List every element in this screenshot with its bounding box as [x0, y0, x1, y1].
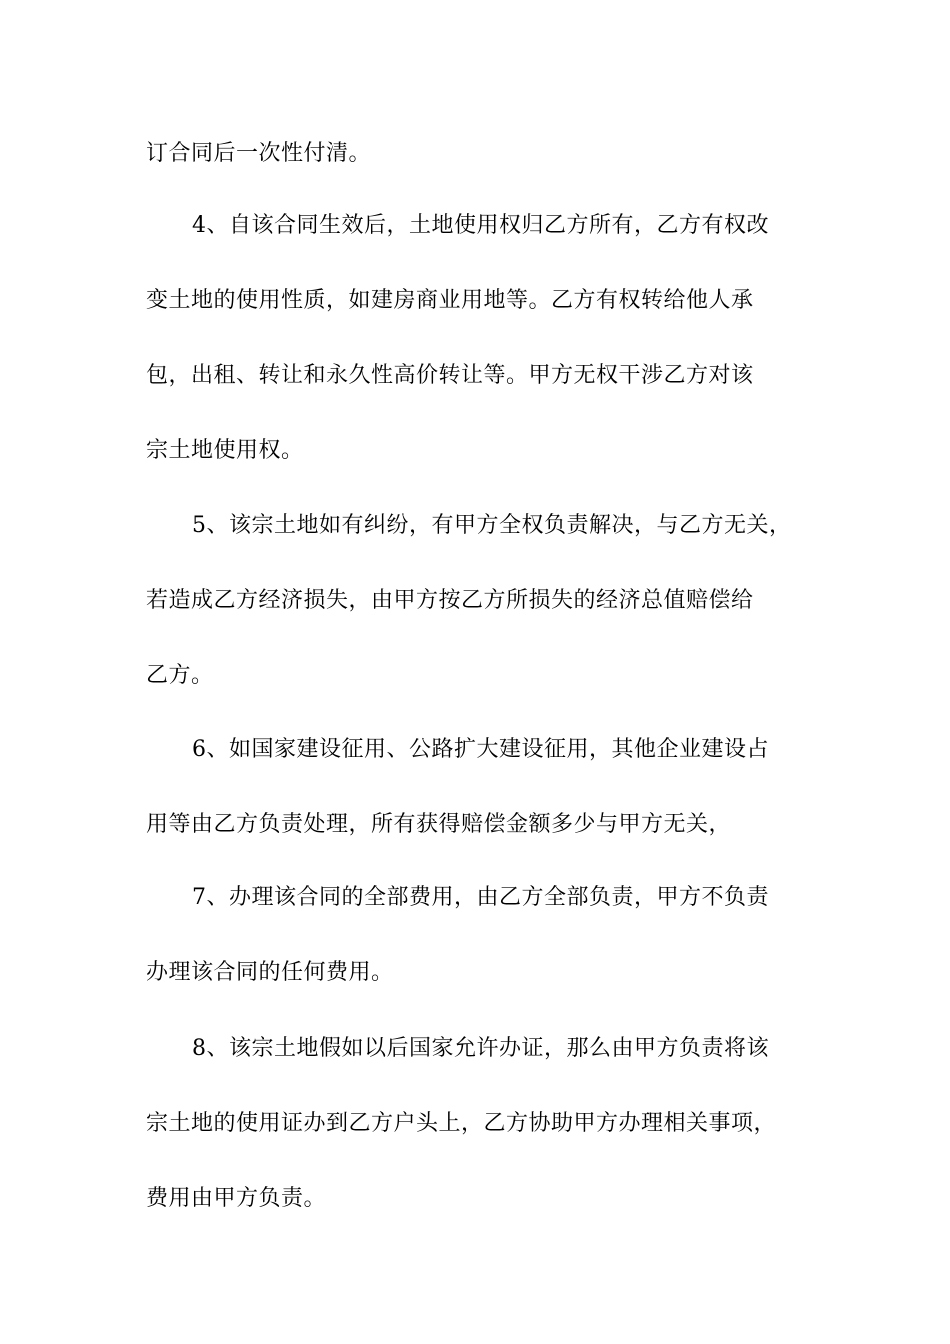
text-line: 用等由乙方负责处理，所有获得赔偿金额多少与甲方无关， [146, 812, 732, 837]
text-line: 办理该合同的任何费用。 [146, 960, 394, 985]
text-line: 乙方。 [146, 663, 214, 688]
text-line: 若造成乙方经济损失，由甲方按乙方所损失的经济总值赔偿给 [146, 588, 754, 613]
clause-5-line: 5、该宗土地如有纠纷，有甲方全权负责解决，与乙方无关， [192, 513, 792, 538]
text-line: 变土地的使用性质，如建房商业用地等。乙方有权转给他人承 [146, 288, 754, 313]
clause-8-line: 8、该宗土地假如以后国家允许办证，那么由甲方负责将该 [192, 1036, 769, 1061]
text-line: 宗土地的使用证办到乙方户头上，乙方协助甲方办理相关事项， [146, 1111, 777, 1136]
text-line: 宗土地使用权。 [146, 438, 304, 463]
text-line: 包，出租、转让和永久性高价转让等。甲方无权干涉乙方对该 [146, 363, 754, 388]
clause-6-line: 6、如国家建设征用、公路扩大建设征用，其他企业建设占 [192, 737, 769, 762]
text-line: 费用由甲方负责。 [146, 1186, 327, 1211]
clause-4-line: 4、自该合同生效后，土地使用权归乙方所有，乙方有权改 [192, 213, 769, 238]
text-line: 订合同后一次性付清。 [146, 141, 372, 166]
clause-7-line: 7、办理该合同的全部费用，由乙方全部负责，甲方不负责 [192, 885, 769, 910]
